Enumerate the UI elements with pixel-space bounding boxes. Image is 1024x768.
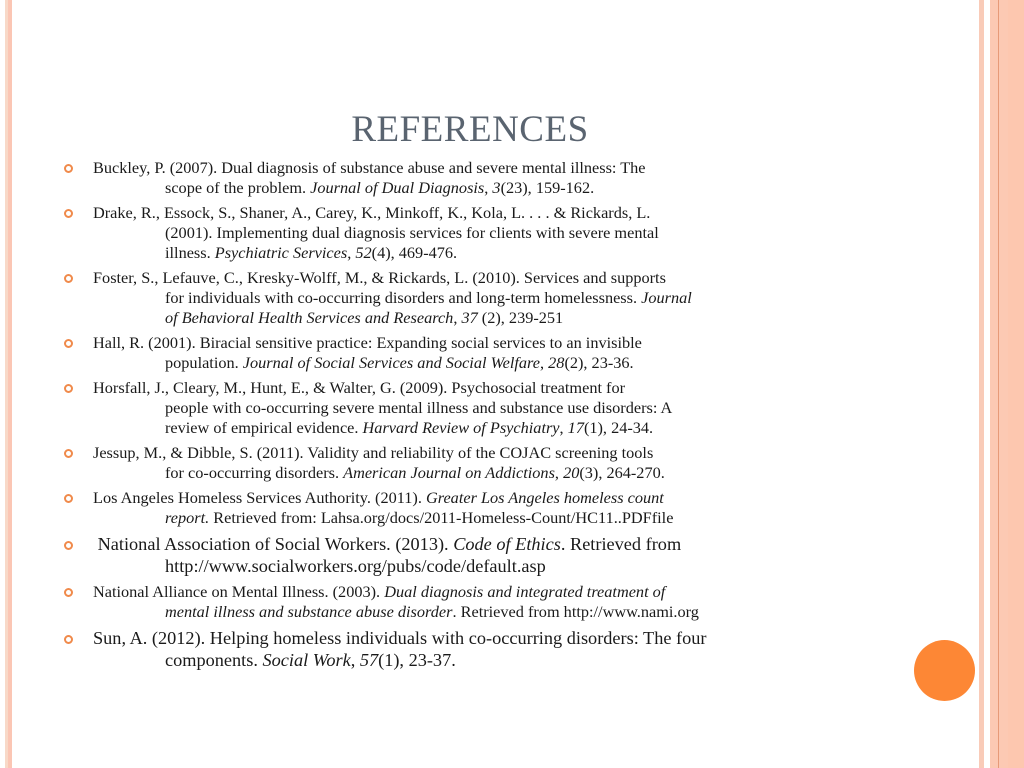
reference-item: Sun, A. (2012). Helping homeless individuals with co-occurring disorders: The four components. Social Work, 57(1), 23-37. <box>60 627 880 671</box>
reference-item: National Alliance on Mental Illness. (2003). Dual diagnosis and integrated treatment of mental illness and substance abuse disorder. Retrieved from http://www.nami.org <box>60 582 880 622</box>
bullet-circle-icon <box>64 541 73 550</box>
bullet-circle-icon <box>64 635 73 644</box>
right-border-band-inner <box>1008 0 1024 768</box>
bullet-circle-icon <box>64 588 73 597</box>
reference-item: Buckley, P. (2007). Dual diagnosis of substance abuse and severe mental illness: The scope of the problem. Journal of Dual Diagnosis, 3(23), 159-162. <box>60 158 880 198</box>
slide-title: REFERENCES <box>351 109 589 150</box>
reference-item: Horsfall, J., Cleary, M., Hunt, E., & Walter, G. (2009). Psychosocial treatment for people with co-occurring severe mental illness and substance use disorders: A review of empirical evidence. Harvard Review of Psychiatry, 17(1), 24-34. <box>60 378 880 438</box>
decorative-orange-circle <box>914 640 975 701</box>
bullet-circle-icon <box>64 339 73 348</box>
reference-url: http://www.socialworkers.org/pubs/code/default.asp <box>165 556 546 576</box>
reference-item: Drake, R., Essock, S., Shaner, A., Carey, K., Minkoff, K., Kola, L. . . . & Rickards, L. (2001). Implementing dual diagnosis services for clients with severe mental illness. Psychiatric Services, 52(4), 469-476. <box>60 203 880 263</box>
bullet-circle-icon <box>64 449 73 458</box>
right-border-line <box>998 0 999 768</box>
bullet-circle-icon <box>64 274 73 283</box>
right-border-stripe <box>979 0 984 768</box>
reference-list <box>60 158 880 676</box>
bullet-circle-icon <box>64 494 73 503</box>
bullet-circle-icon <box>64 209 73 218</box>
reference-item: National Association of Social Workers. (2013). Code of Ethics. Retrieved from http://www.socialworkers.org/pubs/code/default.asp <box>60 533 880 577</box>
bullet-circle-icon <box>64 384 73 393</box>
reference-item: Jessup, M., & Dibble, S. (2011). Validity and reliability of the COJAC screening tools for co-occurring disorders. American Journal on Addictions, 20(3), 264-270. <box>60 443 880 483</box>
bullet-circle-icon <box>64 164 73 173</box>
reference-item: Foster, S., Lefauve, C., Kresky-Wolff, M., & Rickards, L. (2010). Services and supports for individuals with co-occurring disorders and long-term homelessness. Journal of Behavioral Health Services and Research, 37 (2), 239-251 <box>60 268 880 328</box>
reference-item: Los Angeles Homeless Services Authority. (2011). Greater Los Angeles homeless count report. Retrieved from: Lahsa.org/docs/2011-Homeless-Count/HC11..PDFfile <box>60 488 880 528</box>
reference-item: Hall, R. (2001). Biracial sensitive practice: Expanding social services to an invisible population. Journal of Social Services and Social Welfare, 28(2), 23-36. <box>60 333 880 373</box>
